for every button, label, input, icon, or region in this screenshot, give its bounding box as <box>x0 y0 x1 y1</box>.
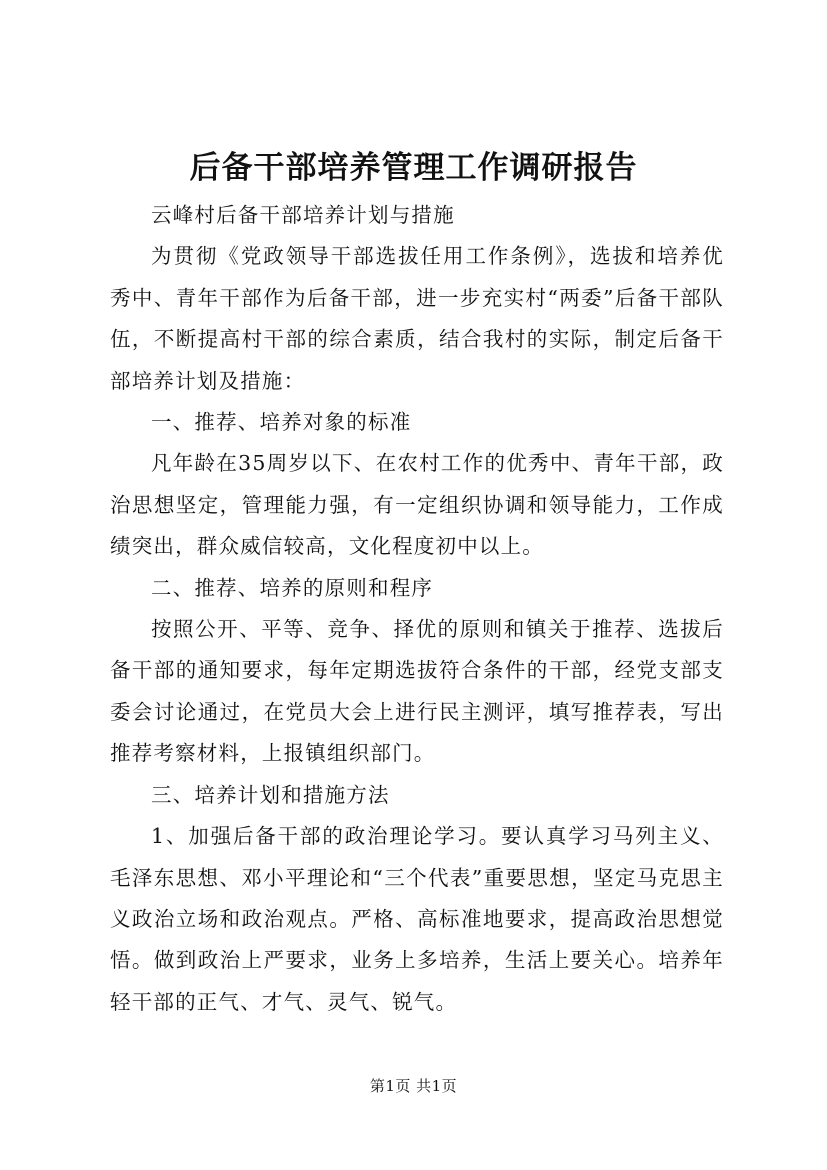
document-title: 后备干部培养管理工作调研报告 <box>189 150 638 186</box>
paragraph-intro: 为贯彻《党政领导干部选拔任用工作条例》，选拔和培养优秀中、青年干部作为后备干部，进一步充实村“两委”后备干部队伍，不断提高村干部的综合素质，结合我村的实际，制定后备干部培养计划及措施： <box>110 244 724 393</box>
paragraph-standards: 凡年龄在35周岁以下、在农村工作的优秀中、青年干部，政治思想坚定，管理能力强，有一定组织协调和领导能力，工作成绩突出，群众威信较高，文化程度初中以上。 <box>110 451 724 559</box>
document-body <box>110 195 724 1023</box>
section-heading-2: 二、推荐、培养的原则和程序 <box>151 575 434 600</box>
page-footer: 第1页 共1页 <box>369 1077 458 1095</box>
section-heading-1: 一、推荐、培养对象的标准 <box>151 410 412 435</box>
paragraph-measures: 1、加强后备干部的政治理论学习。要认真学习马列主义、毛泽东思想、邓小平理论和“三个代表”重要思想，坚定马克思主义政治立场和政治观点。严格、高标准地要求，提高政治思想觉悟。做到政治上严要求，业务上多培养，生活上要关心。培养年轻干部的正气、才气、灵气、锐气。 <box>110 824 724 1014</box>
section-heading-3: 三、培养计划和措施方法 <box>151 782 390 807</box>
paragraph-principles: 按照公开、平等、竞争、择优的原则和镇关于推荐、选拔后备干部的通知要求，每年定期选拔符合条件的干部，经党支部支委会讨论通过，在党员大会上进行民主测评，填写推荐表，写出推荐考察材料，上报镇组织部门。 <box>110 617 724 766</box>
paragraph-subtitle: 云峰村后备干部培养计划与措施 <box>151 203 455 227</box>
